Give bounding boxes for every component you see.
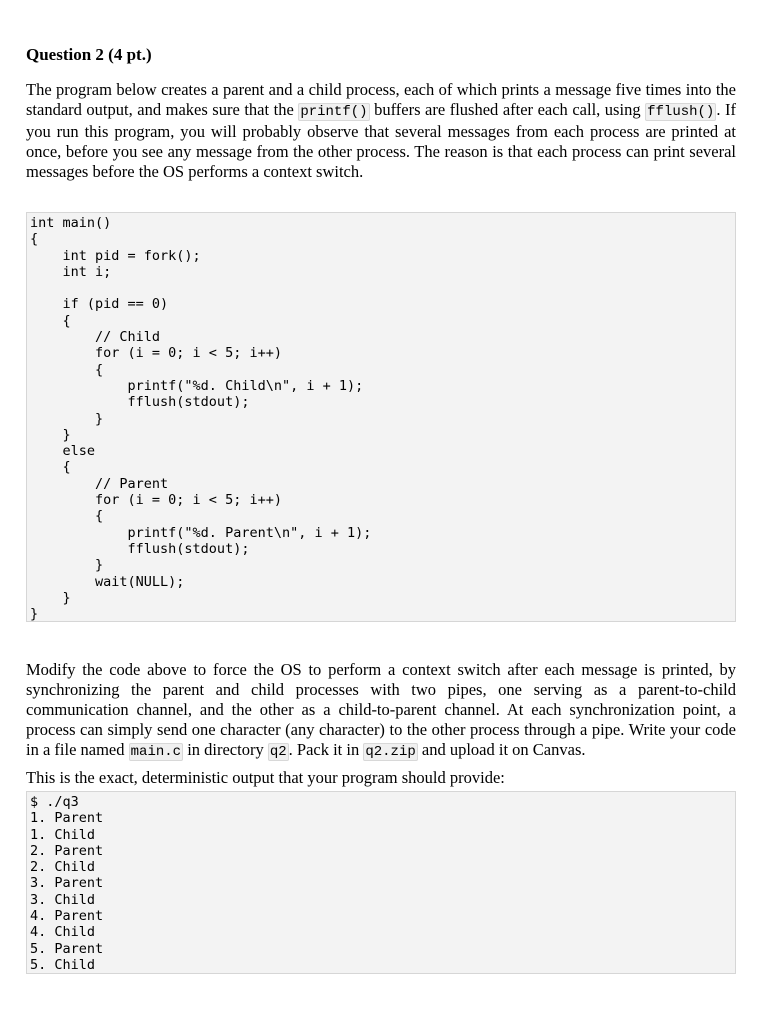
intro-text-3: . If you run this program, you will probably observe that several messages from each process are printed at once, before you see any message from the other process. The reason is that each process can print several messages before the OS performs a context switch. — [26, 100, 736, 181]
code-line — [30, 280, 732, 296]
output-intro: This is the exact, deterministic output that your program should provide: — [26, 768, 505, 787]
code-line: } — [30, 606, 39, 622]
code-line: fflush(stdout); — [30, 394, 250, 411]
output-line: 2. Child — [30, 859, 96, 876]
code-line: fflush(stdout); — [30, 540, 250, 557]
output-line: 4. Child — [30, 924, 96, 941]
intro-text-1: The program below creates a parent and a child process, each of which prints a message five times into the standard output, and makes sure that the — [26, 80, 736, 119]
inline-code-main-c: main.c — [130, 744, 182, 760]
output-line: 3. Parent — [30, 875, 104, 892]
code-line: { — [30, 231, 39, 248]
code-line: } — [30, 589, 71, 606]
output-line: 1. Parent — [30, 810, 104, 827]
code-line: for (i = 0; i < 5; i++) — [30, 492, 282, 509]
task-text-2: in directory — [183, 740, 268, 759]
code-line: } — [30, 410, 104, 427]
task-text-3: . Pack it in — [288, 740, 364, 759]
output-line: 4. Parent — [30, 908, 104, 925]
output-line: 5. Child — [30, 956, 96, 973]
code-line: for (i = 0; i < 5; i++) — [30, 345, 282, 362]
output-line: $ ./q3 — [30, 794, 79, 810]
code-line: wait(NULL); — [30, 573, 185, 590]
task-text-1: Modify the code above to force the OS to perform a context switch after each message is printed, by synchronizing the parent and child processes with two pipes, one serving as a parent-to-child communication channel, and the other as a child-to-parent channel. At each synchronization point, a process can simply send one character (any character) to the other process through a pipe. Write your code in a file named — [26, 660, 736, 759]
code-listing — [26, 212, 736, 622]
output-line: 5. Parent — [30, 940, 104, 957]
code-line: printf("%d. Parent\n", i + 1); — [30, 524, 372, 541]
code-line: } — [30, 426, 71, 443]
inline-code-fflush: fflush() — [647, 104, 715, 120]
inline-code-q2-zip: q2.zip — [365, 744, 416, 760]
intro-paragraph — [26, 80, 736, 182]
code-line: // Parent — [30, 475, 169, 492]
code-line: } — [30, 557, 104, 574]
code-line: printf("%d. Child\n", i + 1); — [30, 377, 364, 394]
expected-output-block — [26, 791, 736, 974]
code-line: { — [30, 361, 104, 378]
task-paragraph — [26, 660, 736, 762]
task-text-4: and upload it on Canvas. — [417, 740, 586, 759]
output-line: 3. Child — [30, 891, 96, 908]
code-line: int pid = fork(); — [30, 247, 201, 264]
output-line: 2. Parent — [30, 842, 104, 859]
inline-code-printf: printf() — [300, 104, 368, 120]
code-line: int i; — [30, 263, 112, 280]
inline-code-q2: q2 — [269, 744, 287, 760]
code-line: { — [30, 312, 71, 329]
code-line: { — [30, 508, 104, 525]
intro-text-2: buffers are flushed after each call, using — [369, 100, 646, 119]
code-line: if (pid == 0) — [30, 296, 169, 313]
output-line: 1. Child — [30, 826, 96, 843]
question-title: Question 2 (4 pt.) — [26, 45, 152, 64]
code-line: else — [30, 443, 96, 460]
code-line: int main() — [30, 215, 112, 231]
code-line: // Child — [30, 329, 161, 346]
code-line: { — [30, 459, 71, 476]
